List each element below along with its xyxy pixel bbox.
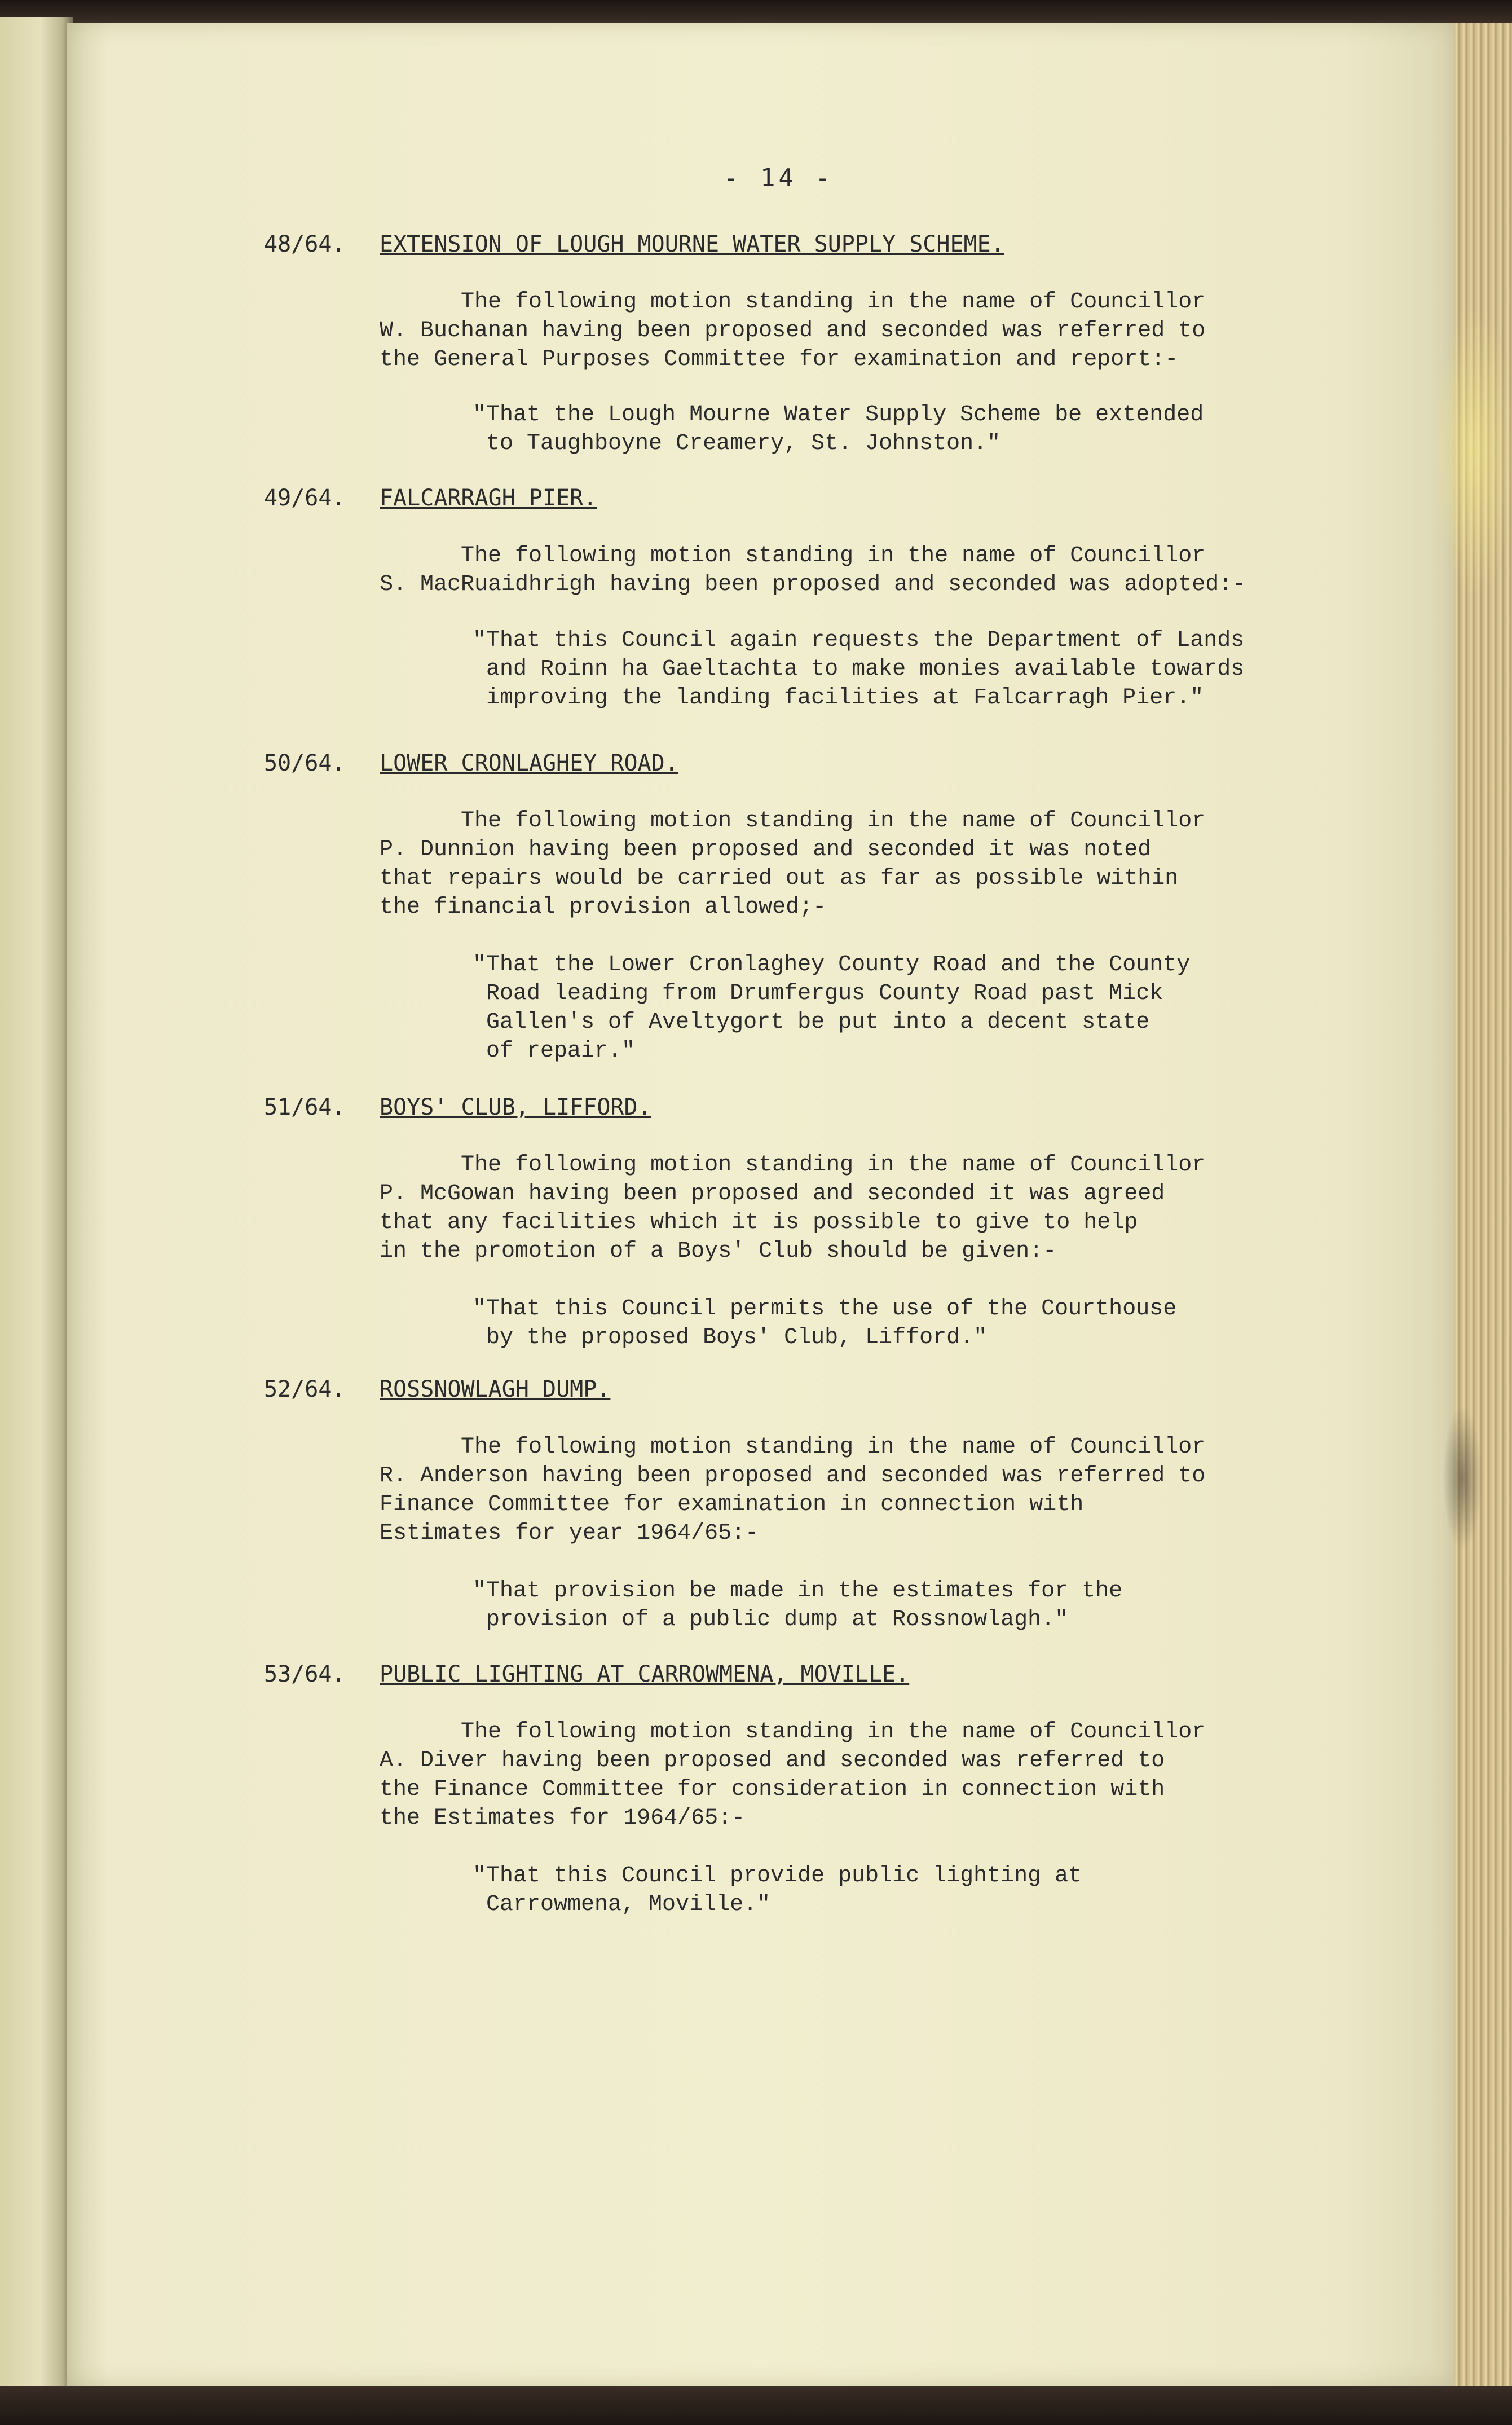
ink-smudge xyxy=(1443,1405,1482,1551)
paper-stain xyxy=(1431,305,1512,598)
item-number: 53/64. xyxy=(264,1661,346,1687)
item-body: The following motion standing in the name of Councillor S. MacRuaidhrigh having been proposed and seconded was adopted:- xyxy=(380,543,1246,597)
item-title: FALCARRAGH PIER. xyxy=(380,485,597,511)
item-title: LOWER CRONLAGHEY ROAD. xyxy=(380,750,678,776)
item-number: 48/64. xyxy=(264,231,346,257)
book-bottom-edge xyxy=(0,2386,1512,2425)
item-number: 50/64. xyxy=(264,750,346,776)
facing-page-edge xyxy=(0,17,73,2389)
book-top-edge xyxy=(0,0,1512,23)
item-body: The following motion standing in the name of Councillor W. Buchanan having been proposed and seconded was referred to the General Purposes Committee for examination and report:- xyxy=(380,289,1206,372)
item-number: 49/64. xyxy=(264,485,346,511)
item-motion-quote: "That provision be made in the estimates for the provision of a public dump at Rossnowlagh." xyxy=(473,1578,1123,1632)
item-motion-quote: "That this Council provide public lighting at Carrowmena, Moville." xyxy=(473,1863,1082,1917)
item-title: EXTENSION OF LOUGH MOURNE WATER SUPPLY SCHEME. xyxy=(380,231,1004,257)
item-body: The following motion standing in the name of Councillor R. Anderson having been proposed and seconded was referred to Finance Committee for examination in connection with Estimates for year 1964/65:- xyxy=(380,1434,1206,1546)
item-title: PUBLIC LIGHTING AT CARROWMENA, MOVILLE. xyxy=(380,1661,910,1687)
item-body: The following motion standing in the name of Councillor P. Dunnion having been proposed and seconded it was noted that repairs would be carried out as far as possible within the financial provision allowed;- xyxy=(380,808,1206,920)
item-number: 51/64. xyxy=(264,1094,346,1120)
item-motion-quote: "That this Council permits the use of the Courthouse by the proposed Boys' Club, Lifford." xyxy=(473,1296,1177,1350)
page-number: - 14 - xyxy=(724,164,834,192)
item-body: The following motion standing in the name of Councillor P. McGowan having been proposed and seconded it was agreed that any facilities which it is possible to give to help in the promotion of a Boys' Club should be given:- xyxy=(380,1152,1206,1264)
item-title: ROSSNOWLAGH DUMP. xyxy=(380,1376,611,1402)
item-title: BOYS' CLUB, LIFFORD. xyxy=(380,1094,651,1120)
item-number: 52/64. xyxy=(264,1376,346,1402)
item-motion-quote: "That the Lower Cronlaghey County Road and the County Road leading from Drumfergus County Road past Mick Gallen's of Aveltygort be put into a decent state of repair." xyxy=(473,952,1191,1064)
item-motion-quote: "That the Lough Mourne Water Supply Scheme be extended to Taughboyne Creamery, St. Johnston." xyxy=(473,402,1204,456)
document-page xyxy=(67,23,1454,2386)
item-body: The following motion standing in the name of Councillor A. Diver having been proposed and seconded was referred to the Finance Committee for consideration in connection with the Estimates for 1964/65:- xyxy=(380,1719,1206,1831)
item-motion-quote: "That this Council again requests the Department of Lands and Roinn ha Gaeltachta to make monies available towards improving the landing facilities at Falcarragh Pier." xyxy=(473,628,1245,711)
